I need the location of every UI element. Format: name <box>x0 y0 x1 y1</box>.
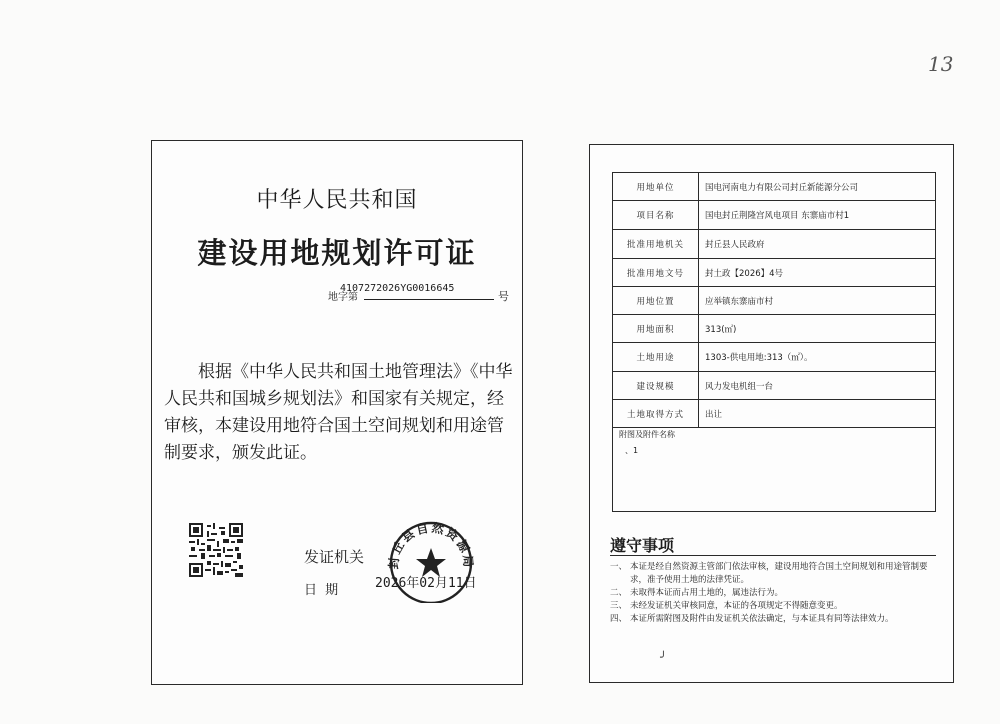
notice-number: 四、 <box>610 614 628 624</box>
certificate-title: 建设用地规划许可证 <box>197 236 477 270</box>
attachments-value: 、1 <box>625 446 639 455</box>
handwritten-mark: ╯ <box>660 651 667 664</box>
notice-list <box>610 561 940 626</box>
row-value: 出让 <box>705 409 723 420</box>
qr-code-icon <box>189 523 243 577</box>
list-item <box>610 587 940 600</box>
number-prefix: 地字第 <box>328 292 358 303</box>
table-row <box>613 173 935 201</box>
list-item <box>610 561 940 587</box>
row-value: 1303-供电用地:313（㎡）。 <box>705 353 813 363</box>
table-row <box>613 372 935 400</box>
list-item <box>610 600 940 613</box>
row-label: 用地面积 <box>613 315 699 342</box>
notice-number: 三、 <box>610 601 628 611</box>
table-row <box>613 230 935 259</box>
row-label: 土地取得方式 <box>613 400 699 427</box>
country-name: 中华人民共和国 <box>256 188 418 213</box>
certificate-detail-page <box>589 144 954 683</box>
notice-text: 本证所需附图及附件由发证机关依法确定，与本证具有同等法律效力。 <box>630 614 894 624</box>
table-row <box>613 259 935 287</box>
issuing-authority-label: 发证机关 <box>304 548 365 566</box>
row-value: 封丘县人民政府 <box>705 240 765 250</box>
issue-date: 2026年02月11日 <box>375 576 477 591</box>
row-label: 批准用地机关 <box>613 230 699 258</box>
notice-text: 未经发证机关审核同意，本证的各项规定不得随意变更。 <box>630 601 843 611</box>
certificate-body-text: 根据《中华人民共和国土地管理法》《中华人民共和国城乡规划法》和国家有关规定，经审核，本建设用地符合国土空间规划和用途管制要求，颁发此证。 <box>164 362 513 463</box>
row-label: 用地单位 <box>613 173 699 200</box>
list-item <box>610 613 940 626</box>
row-label: 项目名称 <box>613 201 699 229</box>
number-suffix: 号 <box>498 290 509 303</box>
notice-text: 本证是经自然资源主管部门依法审核，建设用地符合国土空间规划和用途管制要求，准予使用土地的法律凭证。 <box>630 562 928 585</box>
notice-divider <box>610 555 936 556</box>
notice-number: 二、 <box>610 588 628 598</box>
row-label: 用地位置 <box>613 287 699 314</box>
land-info-table <box>612 172 936 512</box>
table-row <box>613 287 935 315</box>
table-row <box>613 400 935 428</box>
certificate-cover-page <box>151 140 523 685</box>
row-value: 风力发电机组一台 <box>705 381 774 392</box>
row-value: 313(㎡) <box>705 324 737 335</box>
row-label: 建设规模 <box>613 372 699 399</box>
number-underline <box>364 299 494 300</box>
attachments-label: 附图及附件名称 <box>619 430 675 439</box>
handwritten-page-mark: 13 <box>928 52 954 76</box>
row-label: 土地用途 <box>613 343 699 371</box>
official-seal-icon <box>378 513 482 603</box>
certificate-number: 4107272026YG0016645 <box>340 283 455 294</box>
table-row <box>613 315 935 343</box>
row-label: 批准用地文号 <box>613 259 699 286</box>
row-value: 国电封丘荆隆宫风电项目 东寨庙市村1 <box>705 211 850 221</box>
row-value: 国电河南电力有限公司封丘新能源分公司 <box>705 182 859 193</box>
date-label: 日 期 <box>304 583 341 598</box>
notice-number: 一、 <box>610 562 628 572</box>
svg-text:封丘县自然资源局: 封丘县自然资源局 <box>386 520 476 570</box>
notice-text: 未取得本证而占用土地的，属违法行为。 <box>630 588 784 598</box>
row-value: 应举镇东寨庙市村 <box>705 296 774 307</box>
row-value: 封土政【2026】4号 <box>705 268 784 279</box>
table-row <box>613 343 935 372</box>
table-row <box>613 201 935 230</box>
notice-title: 遵守事项 <box>610 536 675 555</box>
